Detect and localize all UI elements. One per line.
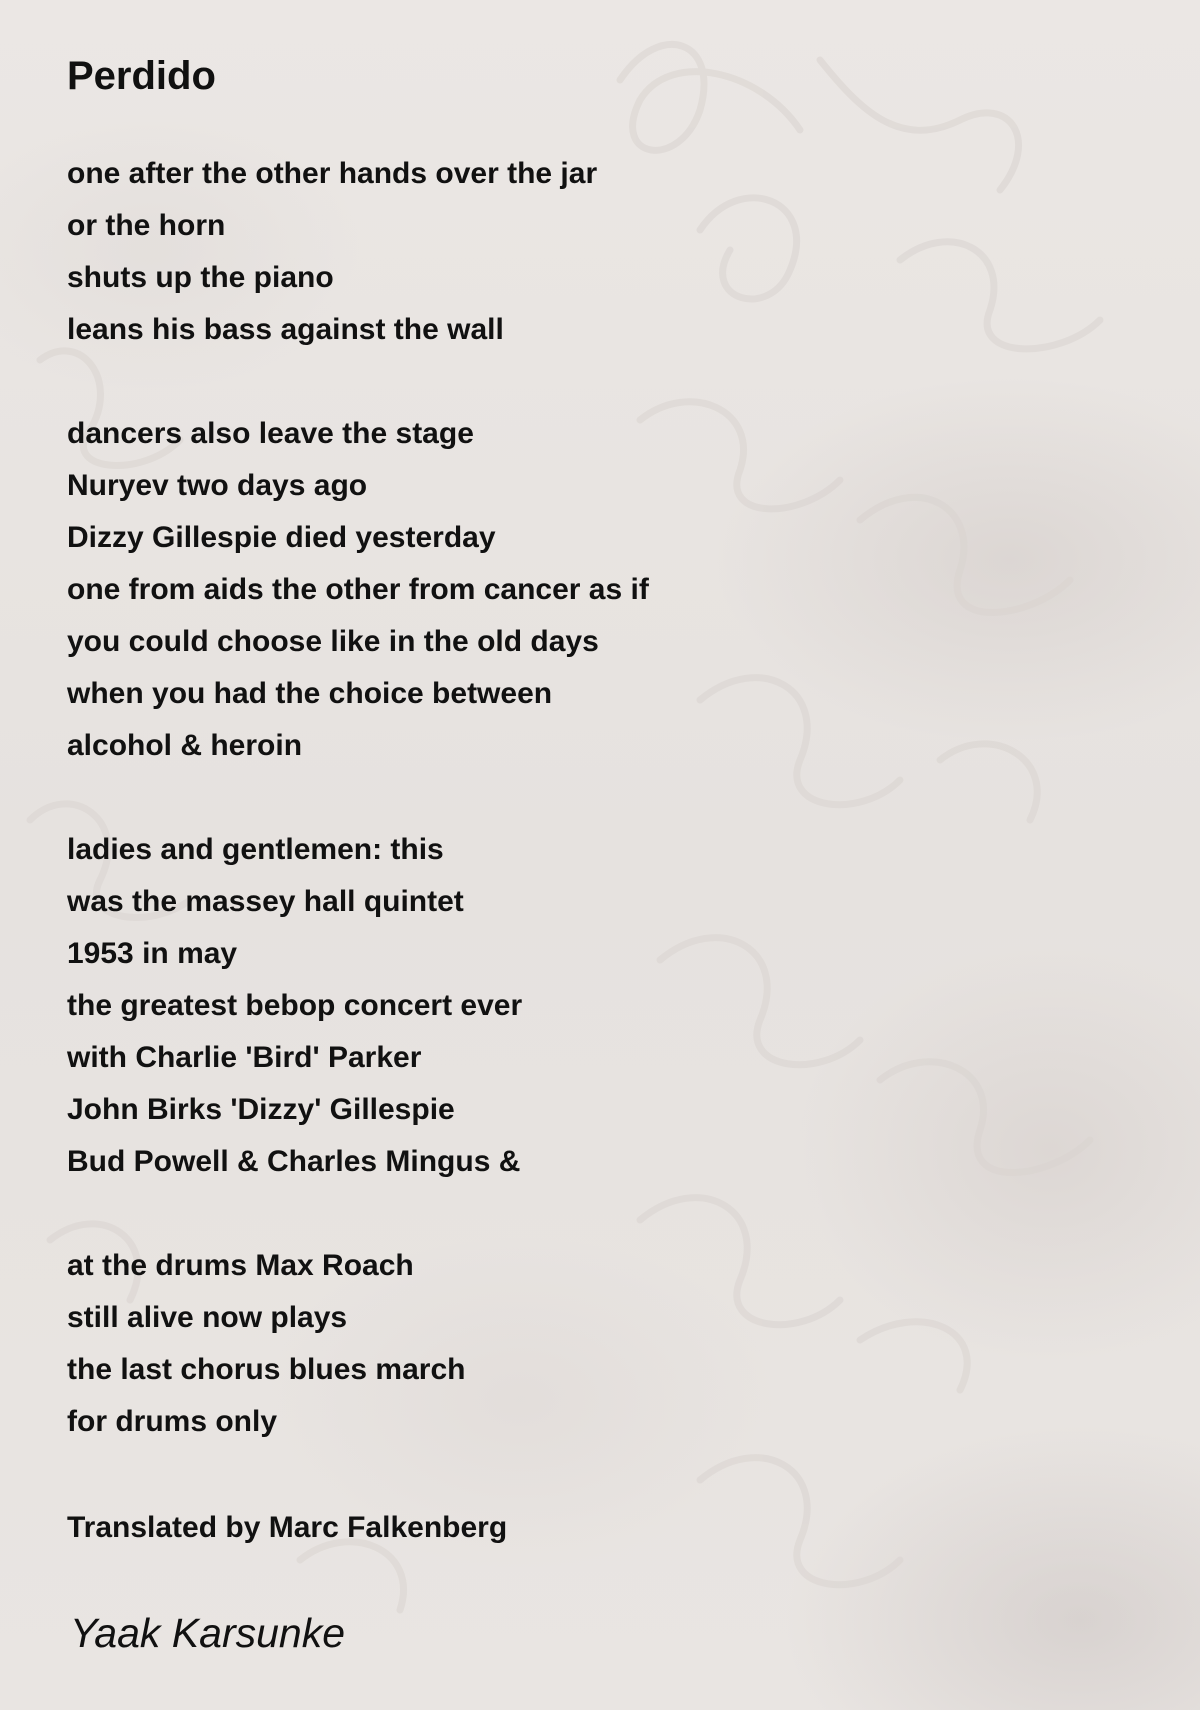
poem-line: with Charlie 'Bird' Parker (67, 1041, 422, 1074)
poem-line: still alive now plays (67, 1301, 348, 1334)
poem-line: leans his bass against the wall (67, 313, 504, 346)
poem-line: for drums only (67, 1405, 278, 1438)
poem-body (67, 148, 1147, 1448)
poem-line: 1953 in may (67, 937, 238, 970)
poem-line: Dizzy Gillespie died yesterday (67, 521, 496, 554)
stanza-1 (67, 148, 1147, 356)
poem-title: Perdido (67, 54, 216, 98)
stanza-spacer (67, 356, 1147, 408)
poem-line: one after the other hands over the jar (67, 157, 598, 190)
poem-line: alcohol & heroin (67, 729, 303, 762)
poem-line: one from aids the other from cancer as if (67, 573, 649, 606)
translator-credit: Translated by Marc Falkenberg (67, 1511, 508, 1544)
poem-line: when you had the choice between (67, 677, 553, 710)
poem-line: you could choose like in the old days (67, 625, 599, 658)
poem-line: at the drums Max Roach (67, 1249, 414, 1282)
stanza-spacer (67, 772, 1147, 824)
stanza-4 (67, 1240, 1147, 1448)
poem-line: shuts up the piano (67, 261, 334, 294)
poem-line: the greatest bebop concert ever (67, 989, 523, 1022)
poem-line: dancers also leave the stage (67, 417, 474, 450)
poem-line: Nuryev two days ago (67, 469, 368, 502)
poem-line: ladies and gentlemen: this (67, 833, 444, 866)
poem-line: John Birks 'Dizzy' Gillespie (67, 1093, 455, 1126)
poem-line: was the massey hall quintet (67, 885, 464, 918)
author-name: Yaak Karsunke (70, 1610, 346, 1656)
poem-line: or the horn (67, 209, 226, 242)
stanza-spacer (67, 1188, 1147, 1240)
poem-line: Bud Powell & Charles Mingus & (67, 1145, 521, 1178)
stanza-2 (67, 408, 1147, 772)
stanza-3 (67, 824, 1147, 1188)
poem-line: the last chorus blues march (67, 1353, 466, 1386)
